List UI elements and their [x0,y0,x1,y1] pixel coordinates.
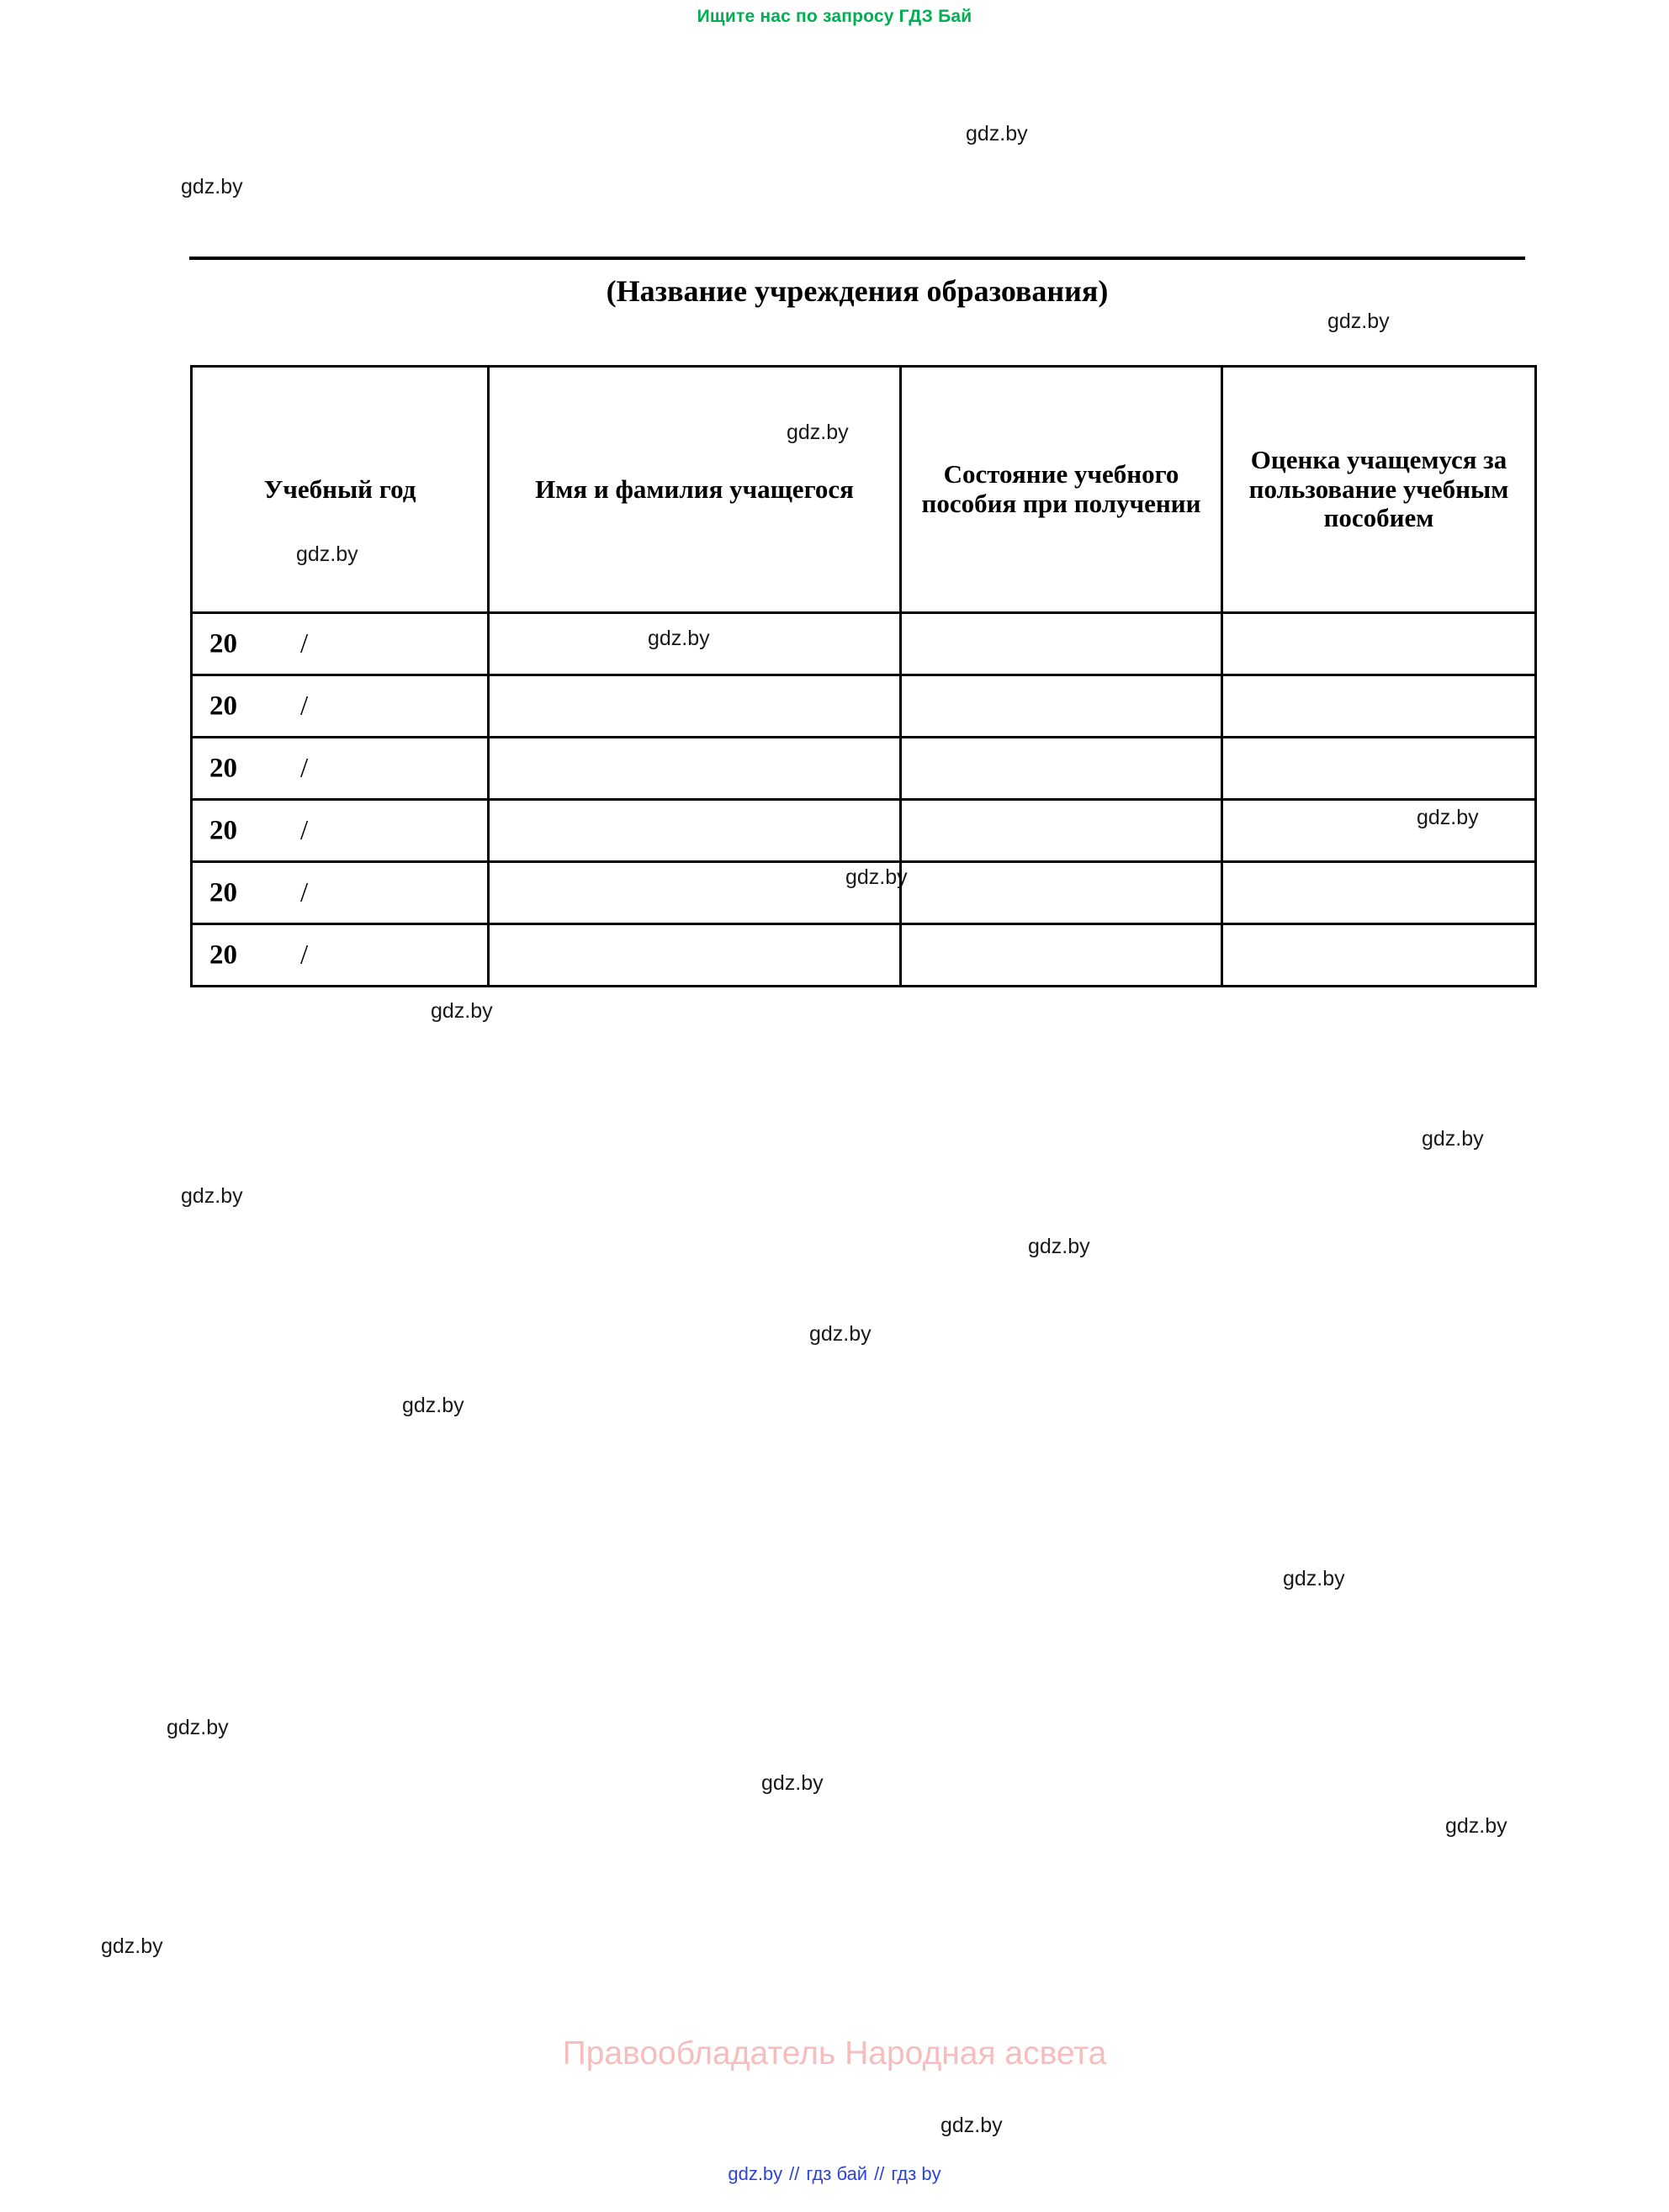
cell-condition[interactable] [901,675,1222,738]
footer-link-separator: // [874,2163,885,2184]
footer-link[interactable]: гдз by [891,2163,941,2184]
copyright-notice: Правообладатель Народная асвета [562,2035,1107,2072]
watermark-text: gdz.by [167,1716,229,1739]
year-prefix: 20 [209,939,237,970]
cell-condition[interactable] [901,613,1222,675]
table-row [192,738,1536,800]
watermark-text: gdz.by [181,175,243,198]
watermark-text: gdz.by [761,1771,824,1795]
watermark-text: gdz.by [845,865,908,889]
table-row [192,800,1536,862]
cell-condition[interactable] [901,862,1222,924]
cell-grade[interactable] [1222,924,1536,987]
table-row [192,675,1536,738]
cell-condition[interactable] [901,924,1222,987]
year-slash: / [300,628,309,659]
cell-school-year[interactable] [192,924,489,987]
table-body [192,613,1536,987]
table-header-row [192,367,1536,613]
column-header-school-year-label: Учебный год [263,474,416,504]
footer-link[interactable]: гдз бай [806,2163,868,2184]
cell-condition[interactable] [901,738,1222,800]
year-prefix: 20 [209,877,237,908]
year-slash: / [300,815,309,845]
year-slash: / [300,877,309,908]
column-header-condition-on-receipt-label: Состояние учебного пособия при получении [921,459,1201,518]
cell-school-year[interactable] [192,800,489,862]
column-header-student-name [489,367,901,613]
cell-school-year[interactable] [192,613,489,675]
cell-grade[interactable] [1222,675,1536,738]
watermark-text: gdz.by [809,1322,872,1346]
cell-student-name[interactable] [489,924,901,987]
watermark-text: gdz.by [1327,310,1390,333]
cell-grade[interactable] [1222,862,1536,924]
footer-link[interactable]: gdz.by [728,2163,783,2184]
table-row [192,924,1536,987]
watermark-text: gdz.by [431,999,493,1023]
table-row [192,862,1536,924]
year-prefix: 20 [209,753,237,783]
cell-grade[interactable] [1222,738,1536,800]
usage-record-table [190,365,1537,987]
cell-condition[interactable] [901,800,1222,862]
column-header-condition-on-receipt [901,367,1222,613]
cell-student-name[interactable] [489,800,901,862]
watermark-text: gdz.by [101,1934,163,1958]
cell-student-name[interactable] [489,862,901,924]
promo-banner: Ищите нас по запросу ГДЗ Бай [697,7,972,26]
column-header-school-year [192,367,489,613]
year-prefix: 20 [209,815,237,845]
title-rule [189,257,1525,260]
cell-grade[interactable] [1222,800,1536,862]
footer-link-separator: // [789,2163,800,2184]
cell-student-name[interactable] [489,675,901,738]
cell-grade[interactable] [1222,613,1536,675]
cell-school-year[interactable] [192,675,489,738]
watermark-text: gdz.by [1445,1814,1507,1838]
cell-school-year[interactable] [192,738,489,800]
column-header-student-grade [1222,367,1536,613]
watermark-text: gdz.by [402,1394,464,1417]
watermark-text: gdz.by [1417,806,1479,829]
table-row [192,613,1536,675]
cell-student-name[interactable] [489,738,901,800]
year-slash: / [300,753,309,783]
watermark-text: gdz.by [648,627,710,650]
page-title: (Название учреждения образования) [606,274,1109,308]
watermark-text: gdz.by [1422,1127,1484,1151]
year-prefix: 20 [209,691,237,721]
column-header-student-name-label: Имя и фамилия учащегося [535,474,854,504]
footer-link-bar [0,2163,1669,2185]
watermark-text: gdz.by [1028,1235,1090,1258]
table-header [192,367,1536,613]
watermark-text: gdz.by [296,542,358,566]
watermark-text: gdz.by [787,421,849,444]
column-header-student-grade-label: Оценка учащемуся за пользование учебным пособием [1248,444,1509,533]
watermark-text: gdz.by [940,2114,1003,2137]
year-prefix: 20 [209,628,237,659]
watermark-text: gdz.by [1283,1567,1345,1590]
year-slash: / [300,691,309,721]
cell-school-year[interactable] [192,862,489,924]
watermark-text: gdz.by [181,1184,243,1208]
year-slash: / [300,939,309,970]
watermark-text: gdz.by [966,122,1028,146]
cell-student-name[interactable] [489,613,901,675]
